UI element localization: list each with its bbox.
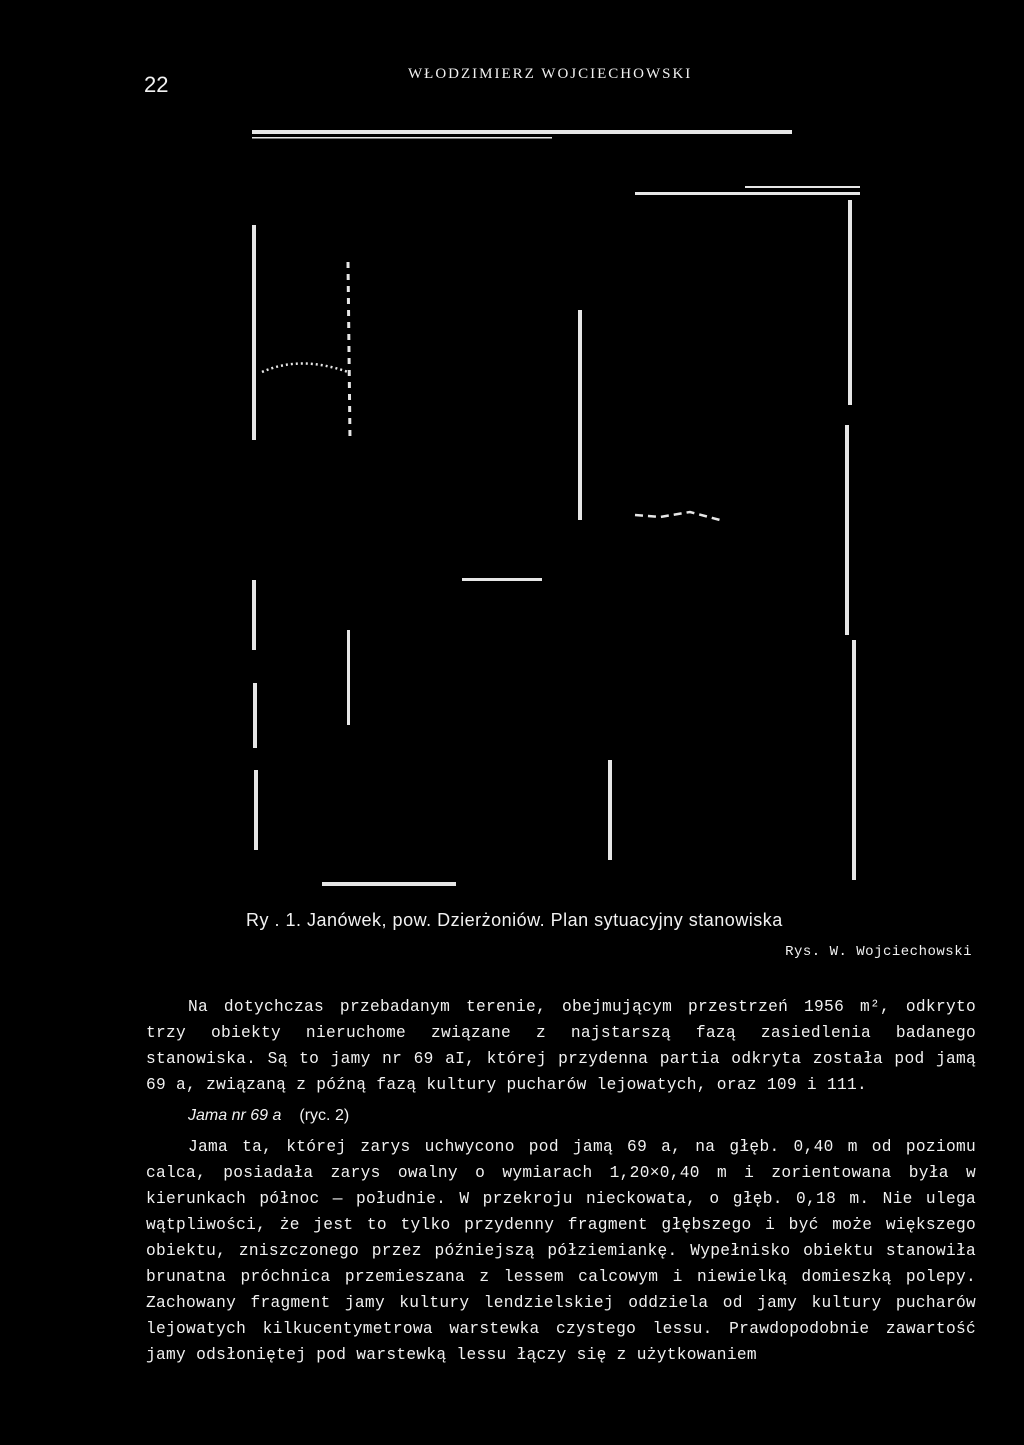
plan-wall-bottom <box>322 882 456 886</box>
plan-wall-center-horizontal <box>462 578 542 581</box>
plan-wall-left-1 <box>252 225 256 440</box>
plan-wall-left-4 <box>254 770 258 850</box>
plan-wall-center <box>578 310 582 520</box>
section-heading <box>188 1107 349 1125</box>
plan-wall-top <box>252 130 792 134</box>
plan-dashed-vertical <box>348 262 350 440</box>
plan-dashed-line-right <box>635 512 720 520</box>
plan-wall-upper-right <box>635 192 860 195</box>
plan-wall-right-1 <box>848 200 852 405</box>
plan-wall-center-low <box>608 760 612 860</box>
paragraph-2-text: Jama ta, której zarys uchwycono pod jamą 69 a, na głęb. 0,40 m od poziomu calca, posiadała zarys owalny o wymiarach 1,20×0,40 m i zorientowana była w kierunkach północ — południe. W przekroju nieckowata, o głęb. 0,18 m. Nie ulega wątpliwości, że jest to tylko przydenny fragment głębszego i być może większego obiektu, zniszczonego przez późniejszą półziemiankę. Wypełnisko obiektu stanowiła brunatna próchnica przemieszana z lessem calcowym i niewielką domieszką polepy. Zachowany fragment jamy kultury lendzielskiej oddziela od jamy kultury pucharów lejowatych kilkucentymetrowa warstewka czystego lessu. Prawdopodobnie zawartość jamy odsłoniętej pod warstewką lessu łączy się z użytkowaniem <box>146 1138 976 1364</box>
plan-post-inner <box>347 630 350 725</box>
plan-wall-left-3 <box>253 683 257 748</box>
paragraph-1 <box>146 994 976 1098</box>
running-head: WŁODZIMIERZ WOJCIECHOWSKI <box>408 66 693 82</box>
page-number: 22 <box>144 72 169 97</box>
plan-wall-left-2 <box>252 580 256 650</box>
section-reference: (ryc. 2) <box>299 1107 350 1124</box>
figure-credit: Rys. W. Wojciechowski <box>785 944 972 960</box>
paragraph-2 <box>146 1134 976 1368</box>
plan-wall-top-thin <box>252 137 552 139</box>
figure-caption: Ry . 1. Janówek, pow. Dzierżoniów. Plan sytuacyjny stanowiska <box>246 910 783 930</box>
plan-wall-right-2 <box>845 425 849 635</box>
section-title: Jama nr 69 a <box>188 1107 282 1124</box>
plan-wall-right-3 <box>852 640 856 880</box>
plan-dotted-arc <box>262 364 348 373</box>
paragraph-1-text: Na dotychczas przebadanym terenie, obejmującym przestrzeń 1956 m², odkryto trzy obiekty nieruchome związane z najstarszą fazą zasiedlenia badanego stanowiska. Są to jamy nr 69 aI, której przydenna partia odkryta została pod jamą 69 a, związaną z późną fazą kultury pucharów lejowatych, oraz 109 i 111. <box>146 998 976 1094</box>
plan-wall-upper-right-thin <box>745 186 860 188</box>
